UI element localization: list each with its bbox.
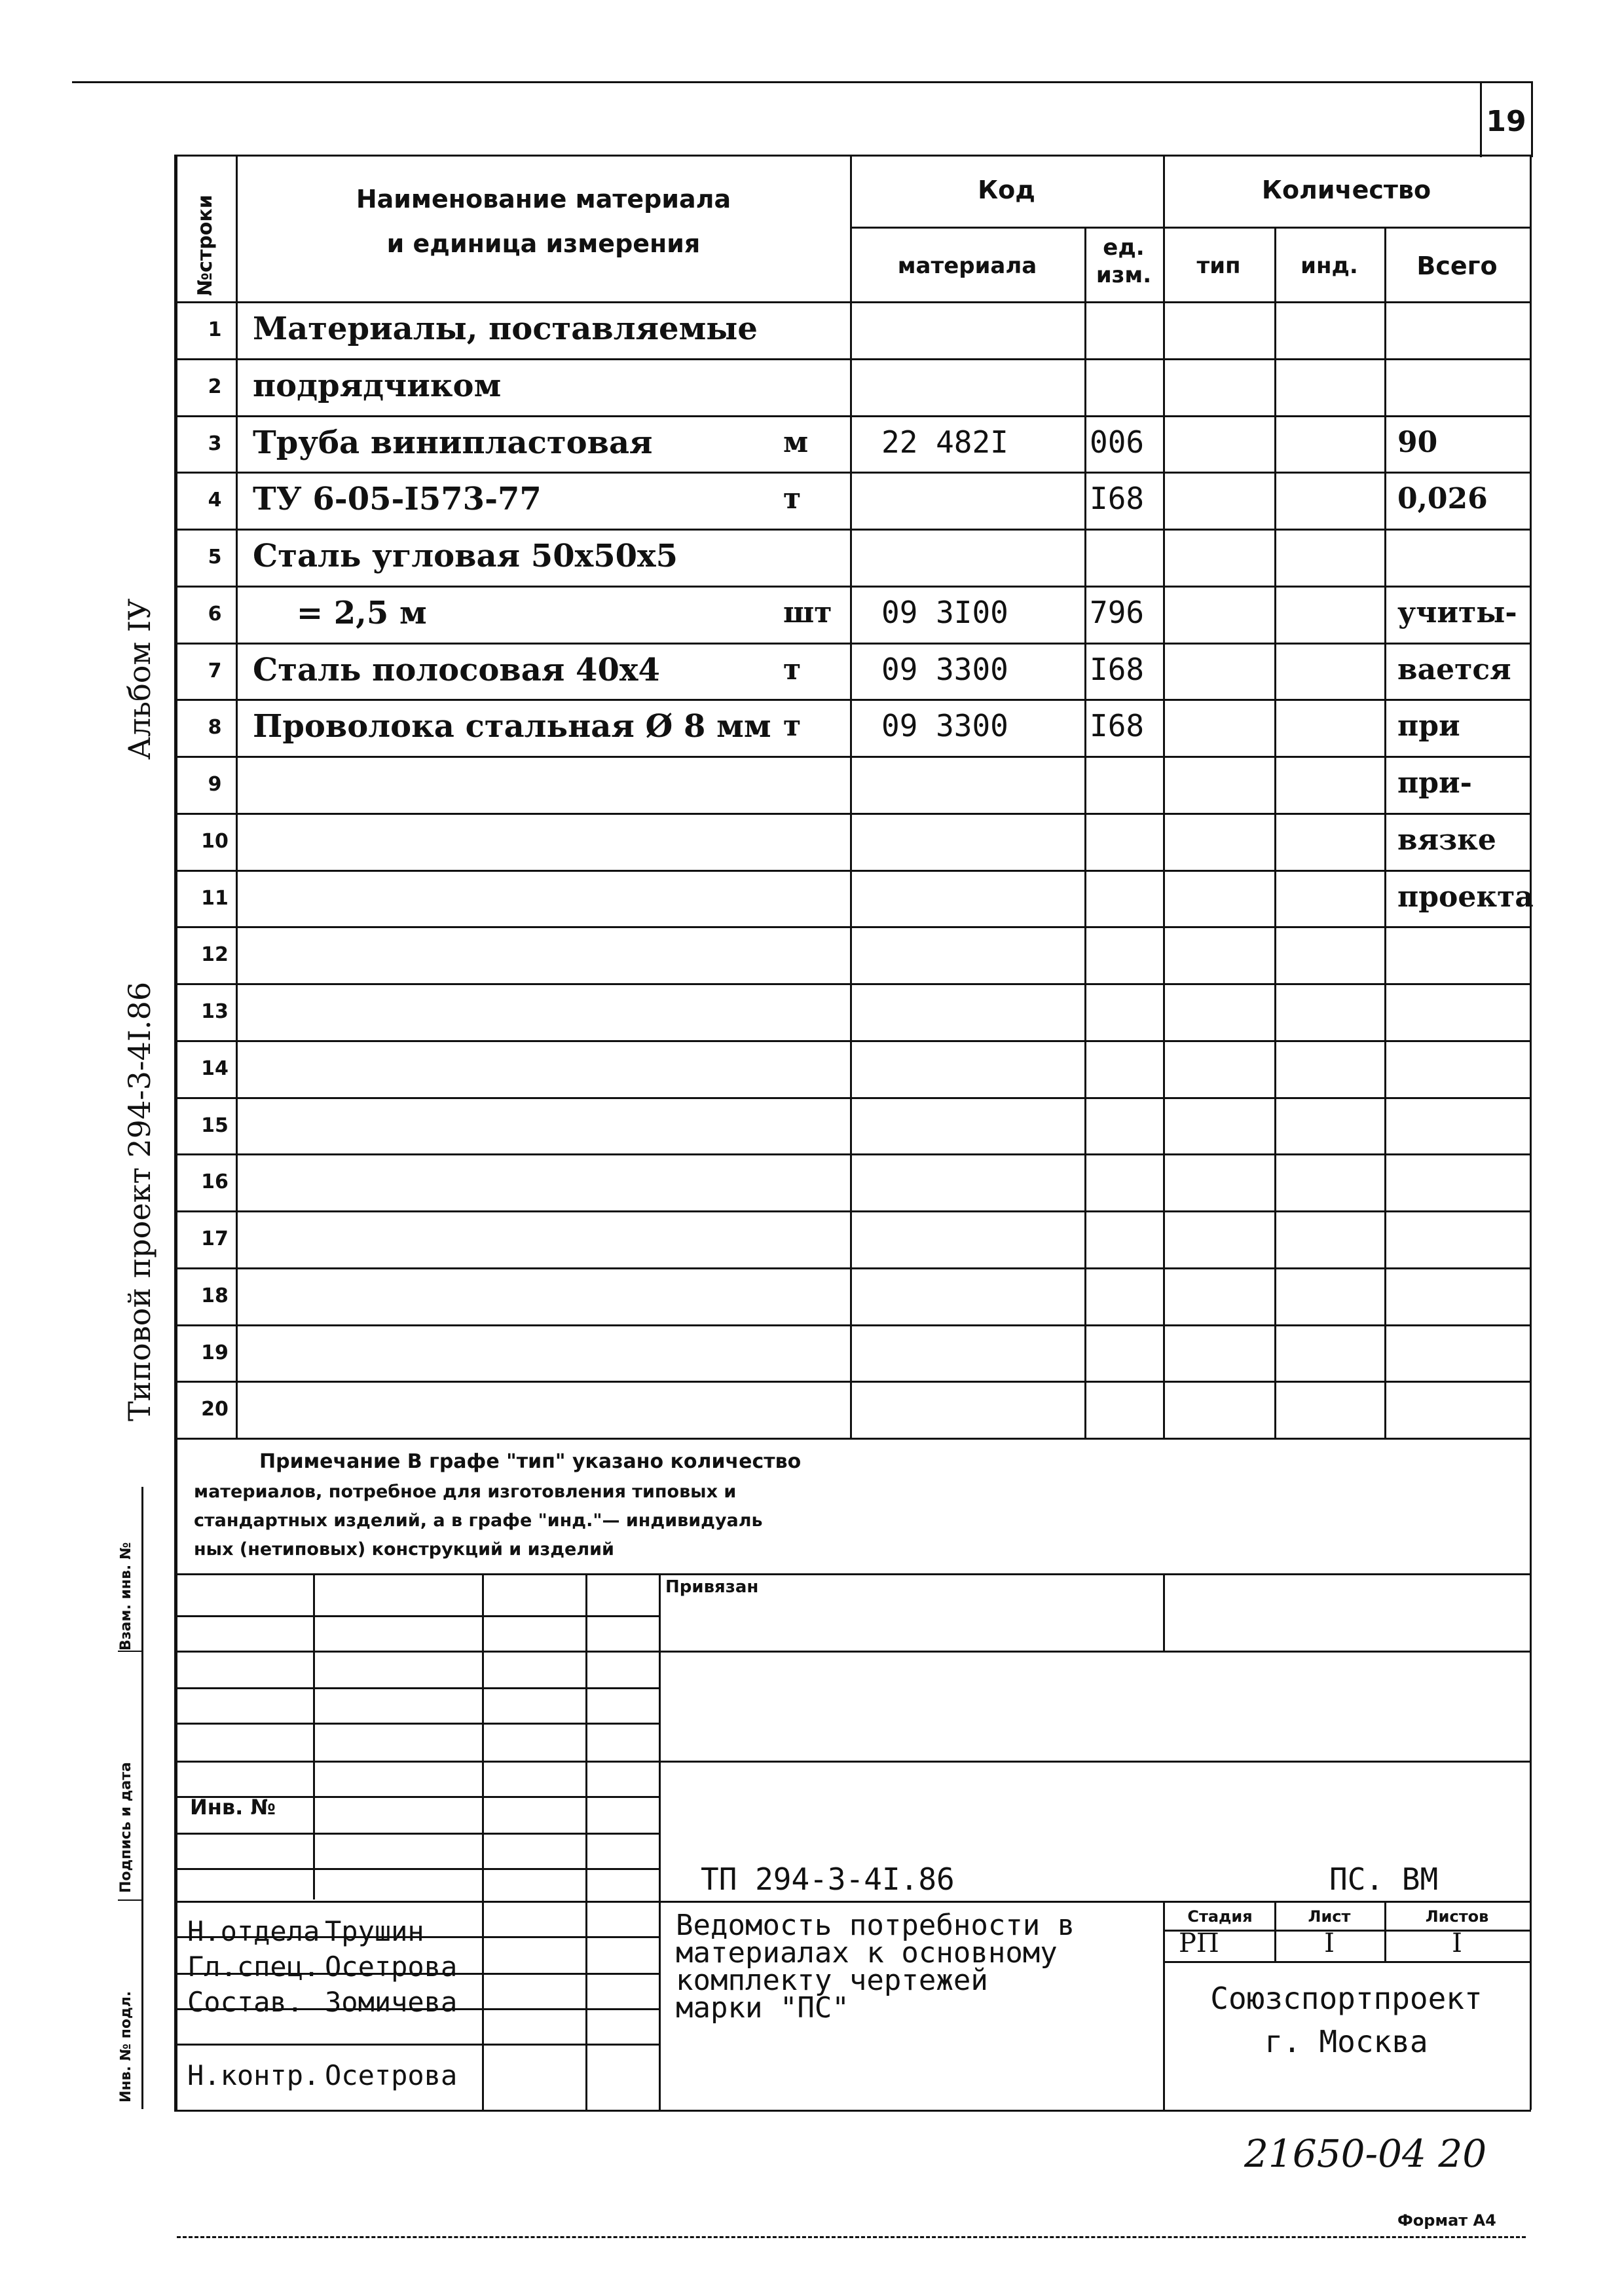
signer-name: Зомичева [325,1986,458,2018]
row-divider [174,1267,1531,1269]
note-line3: стандартных изделий, а в графе "инд."— индивидуаль [194,1510,763,1531]
side-project: Типовой проект 294-3-4I.86 [122,981,157,1421]
tb-v5 [1163,1573,1165,1651]
stage-label: Стадия [1187,1907,1253,1926]
col-sep-unit [1084,227,1086,1438]
col-sep-ind [1384,227,1386,1438]
row-divider [174,415,1531,417]
row-unit-code: I68 [1090,481,1145,517]
row-divider [174,1381,1531,1383]
row-unit-code: I68 [1090,651,1145,687]
stage-value: РП [1179,1928,1219,1958]
tb-line-b [174,1651,1531,1653]
sheets-value: I [1452,1928,1462,1958]
row-number: 2 [208,375,222,398]
header-bottom-line [174,301,1531,303]
inv-no-label: Инв. № [190,1795,276,1820]
signer-name: Осетрова [325,2059,458,2091]
signer-name: Осетрова [325,1951,458,1983]
sheet-num-box-right [1531,81,1533,157]
signer-role: Н.отдела [187,1915,320,1947]
format-label: Формат А4 [1397,2211,1496,2230]
doc-mark: ПС. ВМ [1329,1861,1439,1897]
row-unit-code: I68 [1090,708,1145,744]
header-code: Код [978,176,1035,204]
header-code-material: материала [897,253,1037,279]
header-qty-ind: инд. [1301,253,1358,279]
note-line2: материалов, потребное для изготовления типовых и [194,1482,737,1502]
row-number: 1 [208,318,222,341]
row-divider [174,756,1531,758]
sheet-label: Лист [1308,1907,1351,1926]
col-sep-num [236,155,238,1438]
row-divider [174,472,1531,474]
row-total: при [1397,709,1460,743]
stamp-sep-1 [118,1651,141,1652]
frame-top [174,155,1531,157]
row-material-code: 09 3I00 [881,594,1008,630]
row-name: Сталь угловая 50x50x5 [253,538,678,574]
row-number: 6 [208,602,222,626]
row-divider [174,529,1531,531]
row-number: 7 [208,659,222,683]
description-line3: комплекту чертежей [676,1964,988,1997]
row-divider [174,699,1531,701]
sheets-label: Листов [1425,1907,1489,1926]
row-total: учиты- [1397,595,1517,629]
signer-role: Гл.спец. [187,1951,320,1983]
tb-line-e [174,1761,1531,1763]
row-total: проекта [1397,880,1534,914]
header-mid-line [850,227,1531,229]
tb-v3 [585,1573,587,2110]
stamp-sep-2 [118,1899,141,1901]
header-quantity: Количество [1261,176,1431,204]
frame-left [174,155,177,2110]
org-line1: Союзспортпроект [1210,1981,1483,2016]
row-number: 13 [201,1000,229,1023]
sheet-number: 19 [1486,105,1526,138]
row-total: вается [1397,652,1511,686]
row-number: 3 [208,432,222,455]
row-total: 0,026 [1397,482,1488,516]
col-sep-qty [1163,155,1165,1438]
col-sep-code [850,155,852,1438]
row-number: 5 [208,546,222,569]
col-sep-type [1274,227,1276,1438]
row-name: ТУ 6-05-I573-77 [253,481,542,518]
tb-v4 [659,1573,661,2110]
tb-v1 [313,1573,315,1899]
row-divider [174,870,1531,872]
header-name-line1: Наименование материала [356,185,731,214]
note-line4: ных (нетиповых) конструкций и изделий [194,1539,614,1560]
row-number: 10 [201,829,229,853]
row-number: 14 [201,1057,229,1080]
stage-value-line [1163,1961,1531,1963]
tb-v2 [482,1573,484,2110]
header-code-unit-1: ед. [1103,234,1145,261]
org-line2: г. Москва [1264,2024,1428,2059]
signer-name: Трушин [325,1915,424,1947]
header-qty-total: Всего [1416,252,1498,280]
frame-right [1530,155,1532,2110]
side-stamp-vzam: Взам. инв. № [118,1542,134,1651]
table-bottom-line [174,1438,1531,1440]
tb-line-top [174,1573,1531,1575]
footer-line [177,2236,1526,2238]
row-name: Материалы, поставляемые [253,310,758,347]
row-number: 16 [201,1170,229,1194]
description-line4: марки "ПС" [676,1991,849,2025]
row-name: Сталь полосовая 40x4 [253,651,660,688]
row-divider [174,1153,1531,1155]
row-number: 17 [201,1227,229,1250]
tb-line-bottom [174,2110,1531,2112]
row-number: 20 [201,1398,229,1421]
handwritten-number: 21650-04 20 [1244,2131,1487,2176]
stamp-column-line [141,1487,143,2109]
description-line1: Ведомость потребности в [676,1909,1075,1942]
row-number: 8 [208,716,222,739]
row-name: Проволока стальная Ø 8 мм [253,708,771,745]
header-code-unit-2: изм. [1096,262,1152,288]
row-unit-code: 006 [1090,424,1145,460]
row-divider [174,1040,1531,1042]
row-total: при- [1397,766,1472,800]
row-divider [174,926,1531,928]
row-name: подрядчиком [253,367,502,404]
row-divider [174,1324,1531,1326]
row-number: 12 [201,943,229,967]
row-unit: т [783,652,802,686]
signer-role: Н.контр. [187,2059,320,2091]
row-divider [174,586,1531,588]
side-album: Альбом IУ [122,598,157,760]
row-unit: т [783,709,802,743]
top-border [72,81,1532,83]
row-number: 15 [201,1113,229,1137]
row-name: Труба винипластовая [253,424,653,461]
row-name: = 2,5 м [253,594,427,631]
row-total: вязке [1397,823,1496,857]
row-material-code: 22 482I [881,424,1008,460]
row-number: 18 [201,1284,229,1307]
header-name-line2: и единица измерения [386,229,701,258]
row-material-code: 09 3300 [881,651,1008,687]
sheet-value: I [1324,1928,1335,1958]
row-divider [174,643,1531,645]
row-number: 9 [208,773,222,796]
row-divider [174,1097,1531,1099]
privyazan-label: Привязан [665,1577,759,1597]
tb-line-i [174,1901,1531,1903]
row-number: 19 [201,1341,229,1364]
header-row-num: №строки [194,195,217,296]
row-divider [174,983,1531,985]
row-number: 4 [208,489,222,512]
row-divider [174,1210,1531,1212]
side-stamp-inv: Инв. № подл. [118,1991,134,2103]
row-unit: м [783,425,809,459]
row-divider [174,813,1531,815]
row-unit-code: 796 [1090,594,1145,630]
row-unit: т [783,482,802,516]
row-material-code: 09 3300 [881,708,1008,744]
signer-role: Состав. [187,1986,304,2018]
side-stamp-podpis: Подпись и дата [118,1762,134,1893]
row-divider [174,358,1531,360]
doc-code: ТП 294-3-4I.86 [701,1861,955,1897]
row-unit: шт [783,595,832,629]
description-line2: материалах к основному [676,1936,1058,1970]
note-line1: Примечание В графе "тип" указано количество [259,1450,802,1473]
header-qty-type: тип [1196,253,1241,279]
row-total: 90 [1397,425,1438,459]
row-number: 11 [201,886,229,910]
